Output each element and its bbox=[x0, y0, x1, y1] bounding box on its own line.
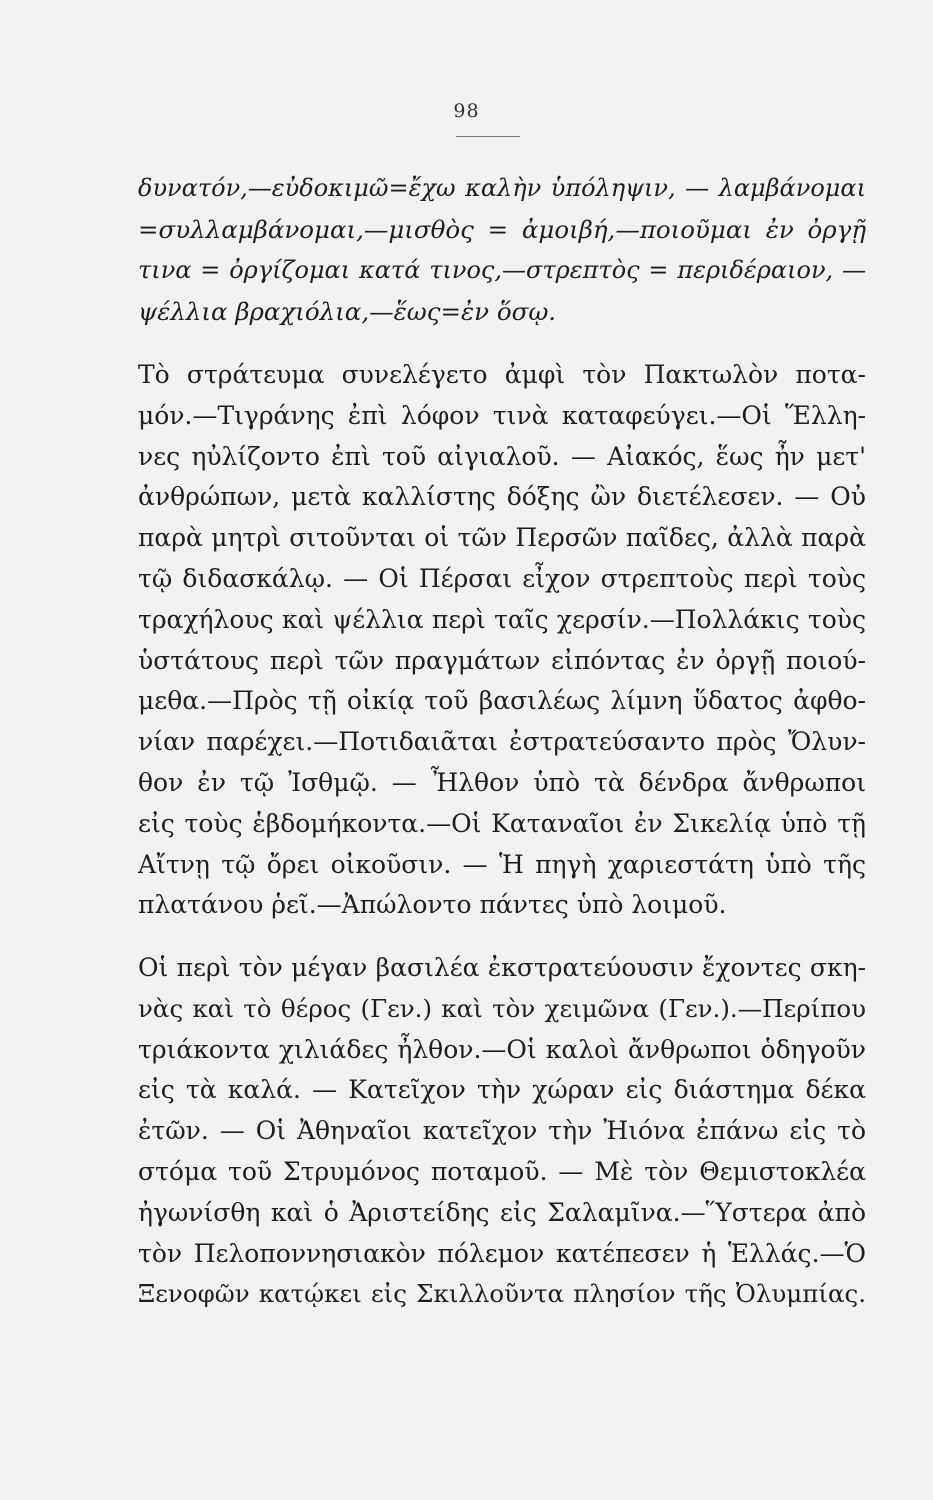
page-number-rule bbox=[456, 136, 520, 137]
text-line: τῷ διδασκάλῳ. — Οἱ Πέρσαι εἶχον στρεπτοὺς περὶ τοὺς bbox=[138, 563, 866, 593]
text-line: νες ηὐλίζοντο ἐπὶ τοῦ αἰγιαλοῦ. — Αἰακός, ἕως ἦν μετ' bbox=[138, 441, 866, 471]
text-line: νίαν παρέχει.—Ποτιδαιᾶται ἐστρατεύσαντο πρὸς Ὄλυν- bbox=[138, 727, 866, 757]
text-line: μεθα.—Πρὸς τῇ οἰκίᾳ τοῦ βασιλέως λίμνη ὕδατος ἀφθο- bbox=[138, 686, 866, 716]
text-line: νὰς καὶ τὸ θέρος (Γεν.) καὶ τὸν χειμῶνα (Γεν.).—Περίπου bbox=[138, 993, 866, 1023]
text-line: στόμα τοῦ Στρυμόνος ποταμοῦ. — Μὲ τὸν Θεμιστοκλέα bbox=[138, 1156, 866, 1186]
vocabulary-line: δυνατόν,—εὐδοκιμῶ=ἔχω καλὴν ὑπόληψιν, — λαμβάνομαι bbox=[138, 174, 866, 202]
text-line: ἀνθρώπων, μετὰ καλλίστης δόξης ὢν διετέλεσεν. — Οὐ bbox=[138, 482, 866, 512]
vocabulary-line: τινα = ὀργίζομαι κατά τινος,—στρεπτὸς = περιδέραιον, — bbox=[138, 256, 866, 284]
greek-exercise-paragraph bbox=[138, 355, 866, 926]
text-line: Ξενοφῶν κατῴκει εἰς Σκιλλοῦντα πλησίον τῆς Ὀλυμπίας. bbox=[138, 1279, 866, 1309]
text-line: εἰς τοὺς ἑβδομήκοντα.—Οἱ Καταναῖοι ἐν Σικελίᾳ ὑπὸ τῇ bbox=[138, 808, 866, 838]
text-line: τὸν Πελοποννησιακὸν πόλεμον κατέπεσεν ἡ Ἑλλάς.—Ὁ bbox=[138, 1238, 866, 1268]
text-line: τραχήλους καὶ ψέλλια περὶ ταῖς χερσίν.—Πολλάκις τοὺς bbox=[138, 604, 866, 634]
page-number: 98 bbox=[453, 100, 480, 122]
vocabulary-line: =συλλαμβάνομαι,—μισθὸς = ἀμοιβή,—ποιοῦμαι ἐν ὀργῇ bbox=[138, 215, 866, 244]
text-line: ἠγωνίσθη καὶ ὁ Ἀριστείδης εἰς Σαλαμῖνα.—Ὕστερα ἀπὸ bbox=[138, 1197, 866, 1227]
text-line: Τὸ στράτευμα συνελέγετο ἀμφὶ τὸν Πακτωλὸν ποτα- bbox=[138, 360, 866, 389]
text-line: Οἱ περὶ τὸν μέγαν βασιλέα ἐκστρατεύουσιν ἔχοντες σκη- bbox=[138, 953, 866, 982]
text-line: πλατάνου ῥεῖ.—Ἀπώλοντο πάντες ὑπὸ λοιμοῦ. bbox=[138, 890, 727, 920]
text-line: εἰς τὰ καλά. — Κατεῖχον τὴν χώραν εἰς διάστημα δέκα bbox=[138, 1075, 866, 1105]
text-line: μόν.—Τιγράνης ἐπὶ λόφον τινὰ καταφεύγει.—Οἱ Ἕλλη- bbox=[138, 400, 866, 430]
vocabulary-notes bbox=[138, 168, 866, 332]
text-line: ἐτῶν. — Οἱ Ἀθηναῖοι κατεῖχον τὴν Ἠιόνα ἐπάνω εἰς τὸ bbox=[138, 1116, 866, 1146]
text-line: Αἴτνῃ τῷ ὄρει οἰκοῦσιν. — Ἡ πηγὴ χαριεστάτη ὑπὸ τῆς bbox=[138, 849, 866, 879]
text-line: τριάκοντα χιλιάδες ἦλθον.—Οἱ καλοὶ ἄνθρωποι ὁδηγοῦν bbox=[138, 1034, 866, 1064]
text-line: παρὰ μητρὶ σιτοῦνται οἱ τῶν Περσῶν παῖδες, ἀλλὰ παρὰ bbox=[138, 523, 866, 553]
text-line: ὑστάτους περὶ τῶν πραγμάτων εἰπόντας ἐν ὀργῇ ποιού- bbox=[138, 645, 866, 675]
text-line: θον ἐν τῷ Ἰσθμῷ. — Ἦλθον ὑπὸ τὰ δένδρα ἄνθρωποι bbox=[138, 767, 866, 797]
modern-greek-exercise-paragraph bbox=[138, 948, 866, 1315]
vocabulary-line: ψέλλια βραχιόλια,—ἕως=ἐν ὅσῳ. bbox=[138, 297, 557, 326]
